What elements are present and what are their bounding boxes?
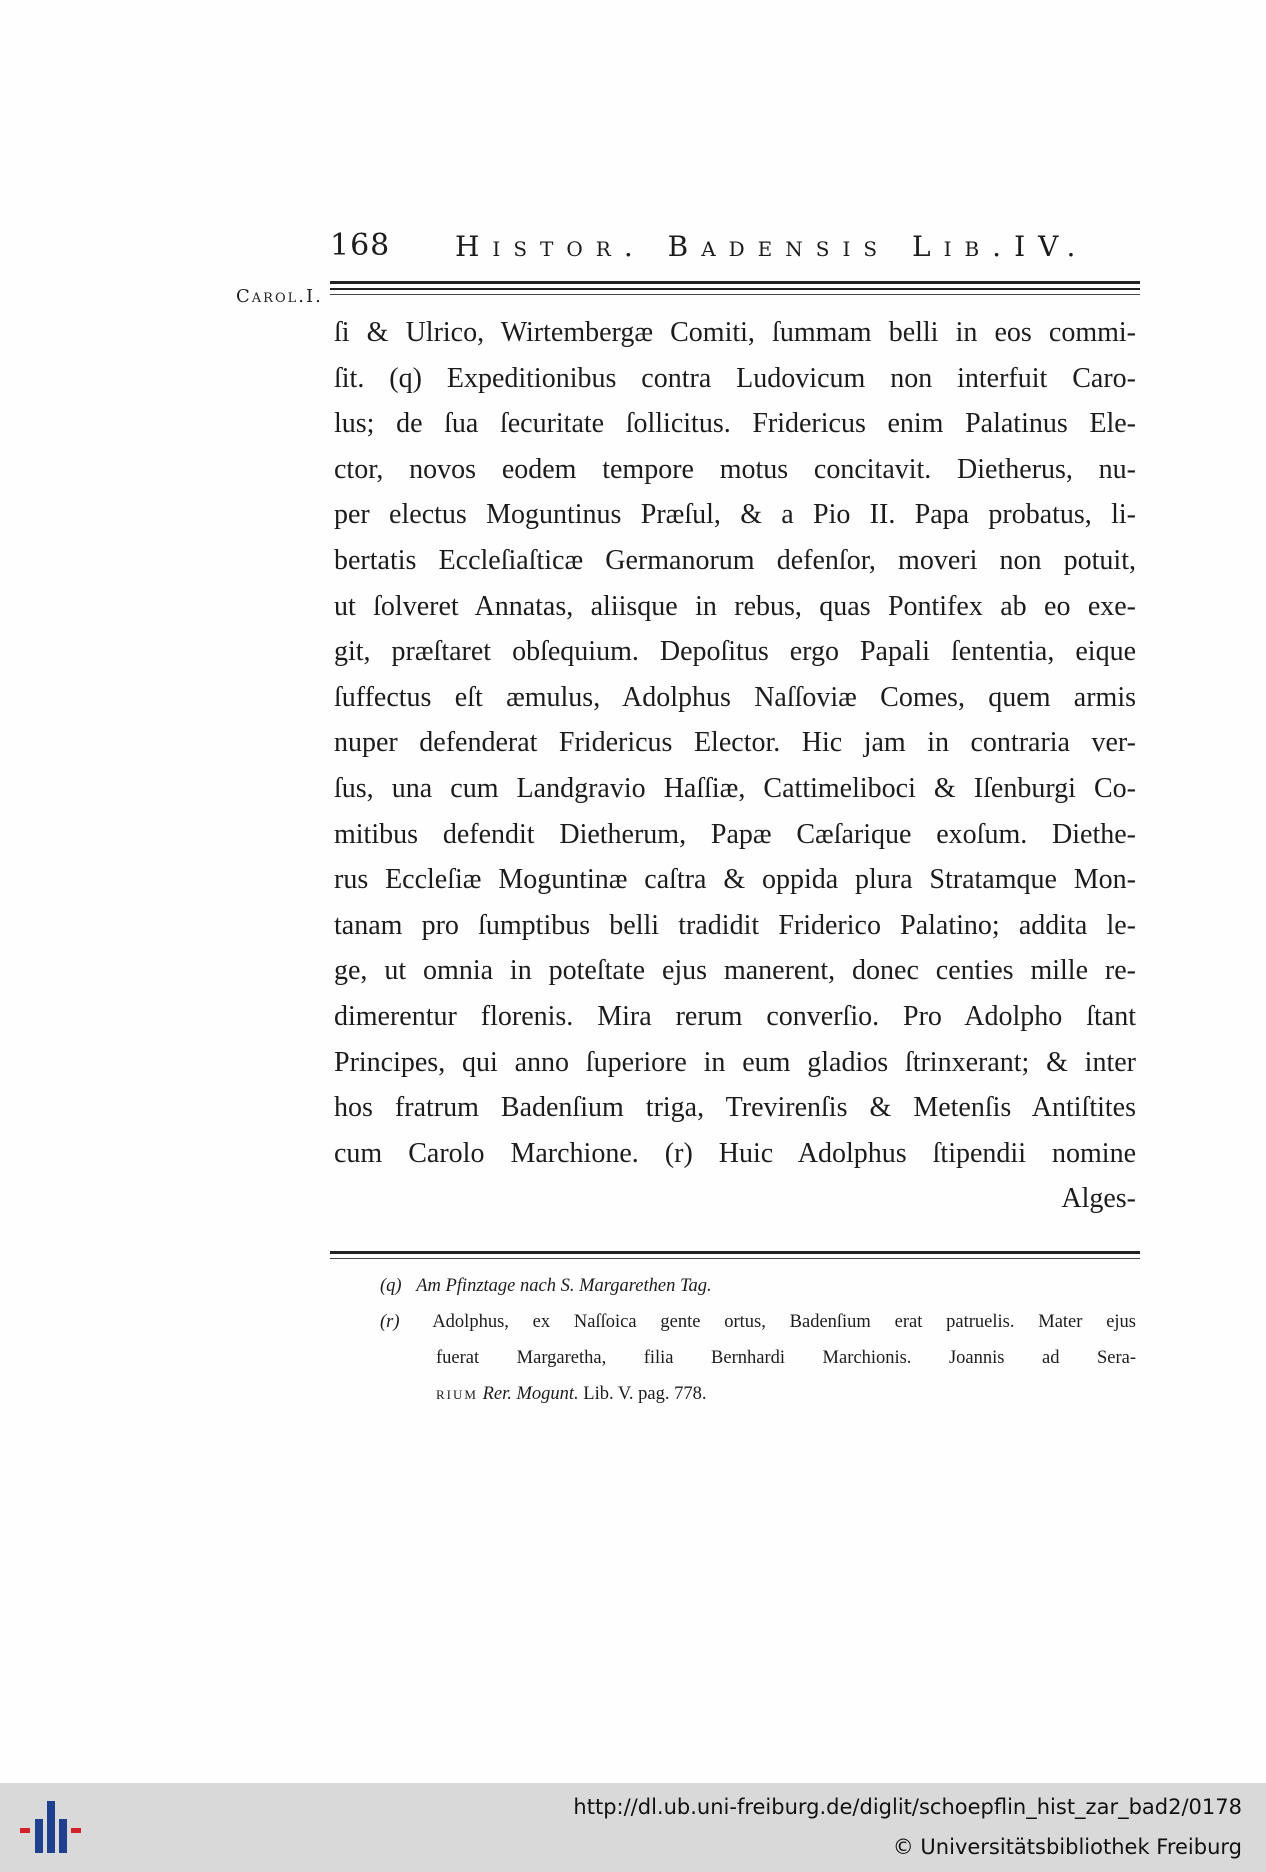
catchword: Alges- (1061, 1183, 1136, 1215)
text-line: Principes, qui anno ſuperiore in eum gladios ſtrinxerant; & inter (334, 1046, 1136, 1078)
footnote-work: Rer. Mogunt. (482, 1384, 579, 1404)
footnote-r (380, 1304, 1136, 1340)
footnote-mark: (r) (380, 1312, 400, 1332)
text-line: bertatis Eccleſiaſticæ Germanorum defenſor, moveri non potuit, (334, 544, 1136, 576)
body-text (334, 310, 1136, 1222)
text-line: dimerentur florenis. Mira rerum converſio. Pro Adolpho ſtant (334, 1000, 1136, 1032)
text-line: ſit. (q) Expeditionibus contra Ludovicum non interfuit Caro- (334, 362, 1136, 394)
footnote-r-continuation (380, 1376, 1136, 1412)
header-rule (330, 281, 1140, 295)
text-line: rus Eccleſiæ Moguntinæ caſtra & oppida plura Stratamque Mon- (334, 864, 1136, 896)
footnote-mark: (q) (380, 1276, 402, 1296)
footer-url[interactable]: http://dl.ub.uni-freiburg.de/diglit/schoepflin_hist_zar_bad2/0178 (573, 1795, 1242, 1819)
text-line: ctor, novos eodem tempore motus concitavit. Dietherus, nu- (334, 453, 1136, 485)
text-line: ſuffectus eſt æmulus, Adolphus Naſſoviæ Comes, quem armis (334, 681, 1136, 713)
text-line: ut ſolveret Annatas, aliisque in rebus, quas Pontifex ab eo exe- (334, 590, 1136, 622)
text-line: ſi & Ulrico, Wirtembergæ Comiti, ſummam belli in eos commi- (334, 317, 1136, 348)
library-logo-icon (18, 1797, 82, 1859)
text-line: git, præſtaret obſequium. Depoſitus ergo Papali ſententia, eique (334, 636, 1136, 668)
text-line: ſus, una cum Landgravio Haſſiæ, Cattimeliboci & Iſenburgi Co- (334, 772, 1136, 804)
text-line: nuper defenderat Fridericus Elector. Hic jam in contraria ver- (334, 727, 1136, 759)
text-line: hos fratrum Badenſium triga, Trevirenſis & Metenſis Antiſtites (334, 1092, 1136, 1124)
text-line: cum Carolo Marchione. (r) Huic Adolphus ſtipendii nomine (334, 1137, 1136, 1169)
footnote-author: rium (436, 1384, 478, 1404)
footnote-text: Am Pfinztage nach S. Margarethen Tag. (416, 1276, 712, 1296)
text-line: tanam pro ſumptibus belli tradidit Friderico Palatino; addita le- (334, 909, 1136, 941)
margin-note: Carol.I. (236, 286, 323, 307)
footer-copyright: © Universitätsbibliothek Freiburg (892, 1835, 1242, 1859)
footnote-rule (330, 1251, 1140, 1259)
text-line: lus; de ſua ſecuritate ſollicitus. Fridericus enim Palatinus Ele- (334, 408, 1136, 440)
text-line: per electus Moguntinus Præſul, & a Pio II. Papa probatus, li- (334, 499, 1136, 531)
footnotes (380, 1268, 1136, 1412)
footnote-q (380, 1268, 1136, 1304)
viewer-footer (0, 1783, 1266, 1872)
text-line: ge, ut omnia in poteſtate ejus manerent, donec centies mille re- (334, 955, 1136, 987)
footnote-text: Adolphus, ex Naſſoica gente ortus, Badenſium erat patruelis. Mater ejus (432, 1312, 1137, 1332)
running-title: Histor. Badensis Lib.IV. (455, 230, 1089, 263)
footnote-citation: Lib. V. pag. 778. (583, 1384, 707, 1404)
text-line: mitibus defendit Dietherum, Papæ Cæſarique exoſum. Diethe- (334, 818, 1136, 850)
page-header (330, 224, 1140, 268)
page-number: 168 (330, 228, 391, 263)
footnote-r-continuation: fuerat Margaretha, filia Bernhardi Marchionis. Joannis ad Sera- (436, 1348, 1136, 1368)
